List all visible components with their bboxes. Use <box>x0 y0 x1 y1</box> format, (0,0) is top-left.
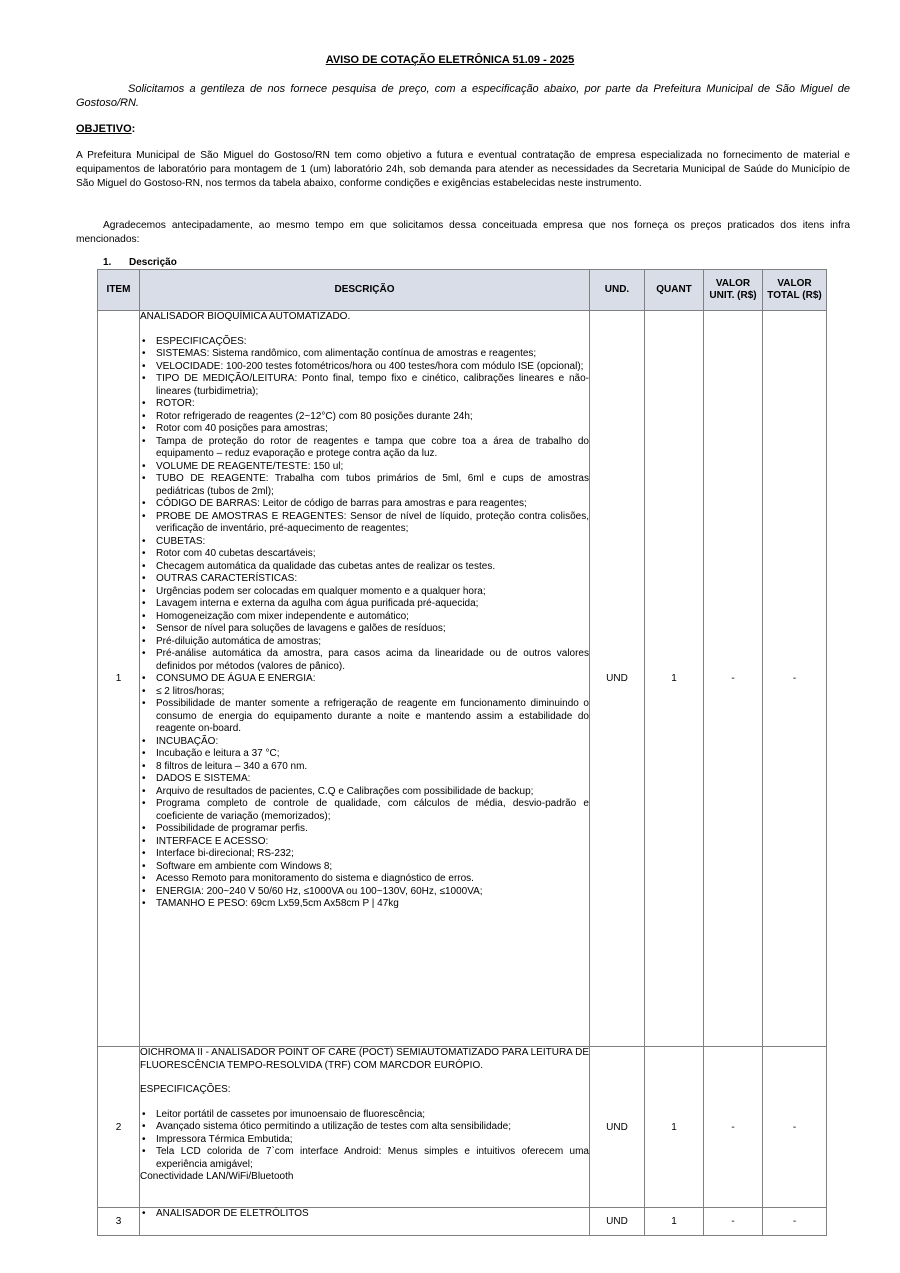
cell-quant: 1 <box>645 311 704 1047</box>
spec-list-item: • Pré-análise automática da amostra, para casos acima da linearidade ou de outros valores definidos por métodos (valores de pânico). <box>140 648 589 673</box>
spec-list-item: • Tampa de proteção do rotor de reagentes e tampa que cobre toa a área de trabalho do equipamento – reduz evaporação e protege contra ação da luz. <box>140 436 589 461</box>
header-valor-unit: VALOR UNIT. (R$) <box>704 270 763 311</box>
table-row <box>98 1047 827 1208</box>
objective-heading-text: OBJETIVO <box>76 123 132 135</box>
spec-list-item: • DADOS E SISTEMA: <box>140 773 589 786</box>
table-row <box>98 311 827 1047</box>
spec-list-item: • INCUBAÇÃO: <box>140 736 589 749</box>
cell-valor-unit: - <box>704 311 763 1047</box>
item-title: OICHROMA II - ANALISADOR POINT OF CARE (POCT) SEMIAUTOMATIZADO PARA LEITURA DE FLUORESCÊNCIA TEMPO-RESOLVIDA (TRF) COM MARCDOR EURÓPIO. <box>140 1047 589 1071</box>
spec-list-item: • ESPECIFICAÇÕES: <box>140 336 589 349</box>
thanks-paragraph: Agradecemos antecipadamente, ao mesmo tempo em que solicitamos dessa conceituada empresa que nos forneça os preços praticados dos itens infra mencionados: <box>76 220 850 245</box>
spec-list-item: • Lavagem interna e externa da agulha com água purificada pré-aquecida; <box>140 598 589 611</box>
spec-list-item: • Pré-diluição automática de amostras; <box>140 636 589 649</box>
cell-description <box>140 1208 590 1236</box>
spec-list <box>140 336 589 911</box>
spec-list-item: • CUBETAS: <box>140 536 589 549</box>
spec-list-item: • Homogeneização com mixer independente e automático; <box>140 611 589 624</box>
objective-heading <box>76 123 135 135</box>
header-item: ITEM <box>98 270 140 311</box>
spec-list-item: • Leitor portátil de cassetes por imunoensaio de fluorescência; <box>140 1109 589 1122</box>
spec-list <box>140 1208 589 1221</box>
cell-valor-unit: - <box>704 1208 763 1236</box>
cell-und: UND <box>590 1047 645 1208</box>
document-title: AVISO DE COTAÇÃO ELETRÔNICA 51.09 - 2025 <box>325 54 575 66</box>
spec-list-item: • Possibilidade de manter somente a refrigeração de reagente em funcionamento diminuindo o consumo de energia do equipamento durante a noite e mantendo assim a estabilidade do reagente on-board. <box>140 698 589 736</box>
spec-list-item: • VELOCIDADE: 100-200 testes fotométricos/hora ou 400 testes/hora com módulo ISE (opcional); <box>140 361 589 374</box>
cell-quant: 1 <box>645 1208 704 1236</box>
cell-valor-total: - <box>763 1047 827 1208</box>
spec-list-item: • CÓDIGO DE BARRAS: Leitor de código de barras para amostras e para reagentes; <box>140 498 589 511</box>
spec-list-item: • Sensor de nível para soluções de lavagens e galões de resíduos; <box>140 623 589 636</box>
spacer <box>140 324 589 336</box>
spec-list-item: • VOLUME DE REAGENTE/TESTE: 150 ul; <box>140 461 589 474</box>
spec-list-item: • PROBE DE AMOSTRAS E REAGENTES: Sensor de nível de líquido, proteção contra colisões, verificação de inventário, pré-aquecimento de reagentes; <box>140 511 589 536</box>
objective-heading-colon: : <box>131 123 136 135</box>
spacer <box>140 1072 589 1084</box>
spec-list-item: • Rotor refrigerado de reagentes (2~12°C) com 80 posições durante 24h; <box>140 411 589 424</box>
spec-list-item: • SISTEMAS: Sistema randômico, com alimentação contínua de amostras e reagentes; <box>140 348 589 361</box>
spec-list-item: • Programa completo de controle de qualidade, com cálculos de média, desvio-padrão e coeficiente de variação (memorizados); <box>140 798 589 823</box>
spec-list-item: • ENERGIA: 200~240 V 50/60 Hz, ≤1000VA ou 100~130V, 60Hz, ≤1000VA; <box>140 886 589 899</box>
objective-paragraph: A Prefeitura Municipal de São Miguel do Gostoso/RN tem como objetivo a futura e eventual contratação de empresa especializada no fornecimento de material e equipamentos de laboratório para montagem de 1 (um) laboratório 24h, sob demanda para atender as necessidades da Secretaria Municipal de Saúde do Município de São Miguel do Gostoso-RN, nos termos da tabela abaixo, conforme condições e exigências estabelecidas neste instrumento. <box>76 150 850 189</box>
spec-list-item: • INTERFACE E ACESSO: <box>140 836 589 849</box>
item-footer: Conectividade LAN/WiFi/Bluetooth <box>140 1171 294 1182</box>
spec-list-item: • CONSUMO DE ÁGUA E ENERGIA: <box>140 673 589 686</box>
spec-list-item: • Impressora Térmica Embutida; <box>140 1134 589 1147</box>
header-valor-total: VALOR TOTAL (R$) <box>763 270 827 311</box>
spec-list-item: • Arquivo de resultados de pacientes, C.Q e Calibrações com possibilidade de backup; <box>140 786 589 799</box>
spec-list-item: • ≤ 2 litros/horas; <box>140 686 589 699</box>
cell-und: UND <box>590 311 645 1047</box>
cell-item: 2 <box>98 1047 140 1208</box>
cell-valor-total: - <box>763 1208 827 1236</box>
spec-list-item: • Avançado sistema ótico permitindo a utilização de testes com alta sensibilidade; <box>140 1121 589 1134</box>
intro-paragraph: Solicitamos a gentileza de nos fornece pesquisa de preço, com a especificação abaixo, por parte da Prefeitura Municipal de São Miguel de Gostoso/RN. <box>76 83 850 109</box>
cell-description <box>140 311 590 1047</box>
spec-list-item: • Urgências podem ser colocadas em qualquer momento e a qualquer hora; <box>140 586 589 599</box>
item-title: ANALISADOR BIOQUÍMICA AUTOMATIZADO. <box>140 311 351 322</box>
item-subtitle: ESPECIFICAÇÕES: <box>140 1084 231 1095</box>
spec-list-item: • OUTRAS CARACTERÍSTICAS: <box>140 573 589 586</box>
spec-list-item: • Interface bi-direcional; RS-232; <box>140 848 589 861</box>
spec-list-item: • ANALISADOR DE ELETRÓLITOS <box>140 1208 589 1221</box>
cell-valor-unit: - <box>704 1047 763 1208</box>
table-header-row <box>98 270 827 311</box>
spec-list-item: • Acesso Remoto para monitoramento do sistema e diagnóstico de erros. <box>140 873 589 886</box>
cell-valor-total: - <box>763 311 827 1047</box>
cell-item: 3 <box>98 1208 140 1236</box>
header-quant: QUANT <box>645 270 704 311</box>
cell-item: 1 <box>98 311 140 1047</box>
section-heading <box>103 257 177 268</box>
cell-und: UND <box>590 1208 645 1236</box>
table-row <box>98 1208 827 1236</box>
cell-description <box>140 1047 590 1208</box>
section-title: Descrição <box>129 257 177 268</box>
items-table <box>97 269 827 1236</box>
spec-list-item: • TAMANHO E PESO: 69cm Lx59,5cm Ax58cm P | 47kg <box>140 898 589 911</box>
spec-list-item: • ROTOR: <box>140 398 589 411</box>
spec-list-item: • Tela LCD colorida de 7`com interface Android: Menus simples e intuitivos oferecem uma experiência amigável; <box>140 1146 589 1171</box>
cell-quant: 1 <box>645 1047 704 1208</box>
section-number: 1. <box>103 257 112 268</box>
spec-list-item: • TUBO DE REAGENTE: Trabalha com tubos primários de 5ml, 6ml e cups de amostras pediátricas (tubos de 2ml); <box>140 473 589 498</box>
spec-list-item: • Incubação e leitura a 37 °C; <box>140 748 589 761</box>
spec-list <box>140 1109 589 1172</box>
spec-list-item: • Rotor com 40 posições para amostras; <box>140 423 589 436</box>
spec-list-item: • Checagem automática da qualidade das cubetas antes de realizar os testes. <box>140 561 589 574</box>
spec-list-item: • TIPO DE MEDIÇÃO/LEITURA: Ponto final, tempo fixo e cinético, calibrações lineares e não-lineares (turbidimetria); <box>140 373 589 398</box>
spacer <box>140 1097 589 1109</box>
spec-list-item: • Rotor com 40 cubetas descartáveis; <box>140 548 589 561</box>
spec-list-item: • Software em ambiente com Windows 8; <box>140 861 589 874</box>
header-descricao: DESCRIÇÃO <box>140 270 590 311</box>
header-und: UND. <box>590 270 645 311</box>
spec-list-item: • 8 filtros de leitura – 340 a 670 nm. <box>140 761 589 774</box>
spec-list-item: • Possibilidade de programar perfis. <box>140 823 589 836</box>
